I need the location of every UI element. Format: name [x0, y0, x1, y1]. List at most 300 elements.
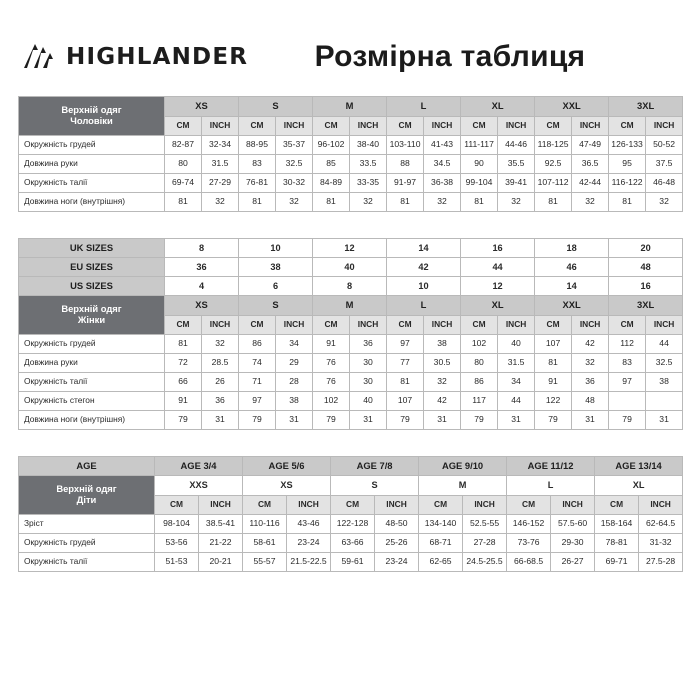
kids-age-3: AGE 9/10: [419, 457, 507, 476]
men-unit-inch-6: INCH: [572, 116, 609, 136]
kids-cell-1-2: 58-61: [243, 534, 287, 553]
women-unit-inch-3: INCH: [350, 315, 387, 335]
men-unit-cm-2: CM: [239, 116, 276, 136]
women-unit-cm-1: CM: [165, 315, 202, 335]
table-row: [19, 411, 683, 430]
kids-age-4: AGE 11/12: [507, 457, 595, 476]
kids-unit-inch-1: INCH: [199, 495, 243, 515]
women-row-label-3: Окружність стегон: [19, 392, 165, 411]
women-unit-inch-5: INCH: [498, 315, 535, 335]
uk-size-1: 10: [239, 239, 313, 258]
kids-cell-0-6: 134-140: [419, 515, 463, 534]
men-row-label-2: Окружність талії: [19, 174, 165, 193]
kids-cell-1-5: 25-26: [375, 534, 419, 553]
kids-size-xl: XL: [595, 476, 683, 496]
women-unit-inch-4: INCH: [424, 315, 461, 335]
men-unit-cm-3: CM: [313, 116, 350, 136]
men-cell-1-5: 33.5: [350, 155, 387, 174]
brand-logo: [18, 37, 278, 77]
kids-cell-2-0: 51-53: [155, 553, 199, 572]
kids-cell-2-10: 69-71: [595, 553, 639, 572]
kids-age-0: AGE 3/4: [155, 457, 243, 476]
women-unit-cm-6: CM: [535, 315, 572, 335]
women-cell-1-12: 83: [609, 354, 646, 373]
men-unit-cm-7: CM: [609, 116, 646, 136]
kids-size-s: S: [331, 476, 419, 496]
women-unit-cm-5: CM: [461, 315, 498, 335]
men-size-xl: XL: [461, 97, 535, 117]
women-cell-0-6: 97: [387, 335, 424, 354]
men-cell-2-9: 39-41: [498, 174, 535, 193]
men-cell-3-9: 32: [498, 193, 535, 212]
women-row-label-1: Довжина руки: [19, 354, 165, 373]
women-row-label-4: Довжина ноги (внутрішня): [19, 411, 165, 430]
women-unit-cm-7: CM: [609, 315, 646, 335]
table-row: [19, 553, 683, 572]
kids-cell-1-9: 29-30: [551, 534, 595, 553]
women-cell-4-7: 31: [424, 411, 461, 430]
kids-age-1: AGE 5/6: [243, 457, 331, 476]
women-cell-2-2: 71: [239, 373, 276, 392]
uk-sizes-label: UK SIZES: [19, 239, 165, 258]
men-unit-cm-6: CM: [535, 116, 572, 136]
men-cell-3-5: 32: [350, 193, 387, 212]
women-size-xl: XL: [461, 296, 535, 316]
women-cell-0-0: 81: [165, 335, 202, 354]
women-size-m: M: [313, 296, 387, 316]
men-cell-2-10: 107-112: [535, 174, 572, 193]
kids-cell-0-2: 110-116: [243, 515, 287, 534]
women-cell-4-4: 79: [313, 411, 350, 430]
table-row: [19, 174, 683, 193]
men-cell-2-12: 116-122: [609, 174, 646, 193]
men-unit-inch-7: INCH: [646, 116, 683, 136]
women-cell-4-10: 79: [535, 411, 572, 430]
eu-size-4: 44: [461, 258, 535, 277]
women-cell-2-0: 66: [165, 373, 202, 392]
kids-unit-cm-6: CM: [595, 495, 639, 515]
men-cell-2-6: 91-97: [387, 174, 424, 193]
table-row: [19, 515, 683, 534]
men-row-label-3: Довжина ноги (внутрішня): [19, 193, 165, 212]
men-title-line2: Чоловіки: [70, 115, 113, 126]
kids-title-line2: Діти: [76, 494, 97, 505]
uk-size-0: 8: [165, 239, 239, 258]
kids-size-xxs: XXS: [155, 476, 243, 496]
women-title-line2: Жінки: [77, 314, 106, 325]
men-cell-3-2: 81: [239, 193, 276, 212]
kids-size-xs: XS: [243, 476, 331, 496]
us-size-4: 12: [461, 277, 535, 296]
kids-unit-inch-3: INCH: [375, 495, 419, 515]
women-cell-2-5: 30: [350, 373, 387, 392]
kids-unit-cm-2: CM: [243, 495, 287, 515]
men-cell-2-2: 76-81: [239, 174, 276, 193]
kids-cell-1-1: 21-22: [199, 534, 243, 553]
kids-cell-0-11: 62-64.5: [639, 515, 683, 534]
kids-cell-1-10: 78-81: [595, 534, 639, 553]
men-cell-1-2: 83: [239, 155, 276, 174]
us-size-5: 14: [535, 277, 609, 296]
kids-cell-1-8: 73-76: [507, 534, 551, 553]
men-cell-3-11: 32: [572, 193, 609, 212]
kids-cell-2-4: 59-61: [331, 553, 375, 572]
men-size-3xl: 3XL: [609, 97, 683, 117]
men-cell-1-6: 88: [387, 155, 424, 174]
kids-cell-2-6: 62-65: [419, 553, 463, 572]
men-cell-1-0: 80: [165, 155, 202, 174]
kids-title-line1: Верхній одяг: [56, 483, 117, 495]
kids-cell-0-4: 122-128: [331, 515, 375, 534]
women-unit-inch-6: INCH: [572, 315, 609, 335]
men-cell-2-5: 33-35: [350, 174, 387, 193]
women-cell-4-2: 79: [239, 411, 276, 430]
women-cell-4-1: 31: [202, 411, 239, 430]
women-cell-1-11: 32: [572, 354, 609, 373]
women-cell-0-4: 91: [313, 335, 350, 354]
table-row: [19, 354, 683, 373]
us-size-6: 16: [609, 277, 683, 296]
women-cell-3-6: 107: [387, 392, 424, 411]
women-cell-2-11: 36: [572, 373, 609, 392]
women-cell-1-4: 76: [313, 354, 350, 373]
men-cell-1-1: 31.5: [202, 155, 239, 174]
men-cell-3-13: 32: [646, 193, 683, 212]
women-unit-cm-2: CM: [239, 315, 276, 335]
uk-size-3: 14: [387, 239, 461, 258]
men-cell-0-12: 126-133: [609, 136, 646, 155]
men-cell-0-3: 35-37: [276, 136, 313, 155]
women-cell-1-10: 81: [535, 354, 572, 373]
women-row-label-0: Окружність грудей: [19, 335, 165, 354]
eu-size-1: 38: [239, 258, 313, 277]
men-unit-cm-4: CM: [387, 116, 424, 136]
women-cell-1-6: 77: [387, 354, 424, 373]
women-cell-3-10: 122: [535, 392, 572, 411]
table-row: [19, 296, 683, 316]
uk-size-4: 16: [461, 239, 535, 258]
men-cell-3-12: 81: [609, 193, 646, 212]
women-cell-2-4: 76: [313, 373, 350, 392]
table-row: [19, 136, 683, 155]
women-cell-2-6: 81: [387, 373, 424, 392]
women-cell-1-1: 28.5: [202, 354, 239, 373]
women-cell-3-8: 117: [461, 392, 498, 411]
women-cell-1-13: 32.5: [646, 354, 683, 373]
men-unit-inch-3: INCH: [350, 116, 387, 136]
kids-row-label-1: Окружність грудей: [19, 534, 155, 553]
us-size-1: 6: [239, 277, 313, 296]
table-row: [19, 239, 683, 258]
kids-cell-2-1: 20-21: [199, 553, 243, 572]
men-cell-2-11: 42-44: [572, 174, 609, 193]
men-cell-2-4: 84-89: [313, 174, 350, 193]
men-cell-2-7: 36-38: [424, 174, 461, 193]
women-cell-1-7: 30.5: [424, 354, 461, 373]
women-unit-inch-2: INCH: [276, 315, 313, 335]
women-cell-4-5: 31: [350, 411, 387, 430]
table-kids: [18, 456, 683, 572]
women-cell-4-9: 31: [498, 411, 535, 430]
men-cell-3-10: 81: [535, 193, 572, 212]
women-cell-3-3: 38: [276, 392, 313, 411]
women-size-3xl: 3XL: [609, 296, 683, 316]
men-cell-3-0: 81: [165, 193, 202, 212]
men-cell-0-4: 96-102: [313, 136, 350, 155]
women-cell-3-1: 36: [202, 392, 239, 411]
women-cell-4-8: 79: [461, 411, 498, 430]
men-size-xxl: XXL: [535, 97, 609, 117]
men-cell-1-13: 37.5: [646, 155, 683, 174]
men-cell-2-0: 69-74: [165, 174, 202, 193]
eu-size-6: 48: [609, 258, 683, 277]
eu-sizes-label: EU SIZES: [19, 258, 165, 277]
kids-cell-1-7: 27-28: [463, 534, 507, 553]
uk-size-6: 20: [609, 239, 683, 258]
women-cell-3-4: 102: [313, 392, 350, 411]
spacer-1: [18, 212, 682, 238]
uk-size-2: 12: [313, 239, 387, 258]
kids-cell-1-6: 68-71: [419, 534, 463, 553]
women-cell-0-2: 86: [239, 335, 276, 354]
kids-cell-0-10: 158-164: [595, 515, 639, 534]
kids-cell-2-5: 23-24: [375, 553, 419, 572]
kids-cell-0-5: 48-50: [375, 515, 419, 534]
men-size-m: M: [313, 97, 387, 117]
men-cell-0-13: 50-52: [646, 136, 683, 155]
kids-cell-0-9: 57.5-60: [551, 515, 595, 534]
us-size-2: 8: [313, 277, 387, 296]
kids-cell-2-8: 66-68.5: [507, 553, 551, 572]
women-cell-0-7: 38: [424, 335, 461, 354]
kids-cell-0-3: 43-46: [287, 515, 331, 534]
men-cell-3-7: 32: [424, 193, 461, 212]
women-cell-0-9: 40: [498, 335, 535, 354]
table-row: [19, 155, 683, 174]
women-title-line1: Верхній одяг: [61, 303, 122, 315]
women-cell-0-10: 107: [535, 335, 572, 354]
table-row: [19, 193, 683, 212]
kids-unit-cm-1: CM: [155, 495, 199, 515]
men-row-label-1: Довжина руки: [19, 155, 165, 174]
table-row: [19, 476, 683, 496]
women-cell-2-3: 28: [276, 373, 313, 392]
kids-age-label: AGE: [19, 457, 155, 476]
men-cell-1-12: 95: [609, 155, 646, 174]
women-cell-0-1: 32: [202, 335, 239, 354]
highlander-mountain-icon: [18, 37, 58, 77]
women-unit-inch-1: INCH: [202, 315, 239, 335]
page-title: Розмірна таблиця: [314, 40, 586, 73]
men-unit-cm-1: CM: [165, 116, 202, 136]
men-unit-inch-5: INCH: [498, 116, 535, 136]
men-cell-3-6: 81: [387, 193, 424, 212]
table-row: [19, 457, 683, 476]
men-size-l: L: [387, 97, 461, 117]
kids-age-5: AGE 13/14: [595, 457, 683, 476]
eu-size-0: 36: [165, 258, 239, 277]
women-cell-3-0: 91: [165, 392, 202, 411]
kids-cell-0-7: 52.5-55: [463, 515, 507, 534]
women-cell-3-5: 40: [350, 392, 387, 411]
women-cell-2-10: 91: [535, 373, 572, 392]
kids-row-label-0: Зріст: [19, 515, 155, 534]
men-cell-1-8: 90: [461, 155, 498, 174]
men-cell-0-11: 47-49: [572, 136, 609, 155]
women-cell-3-12: [609, 392, 646, 411]
women-cell-1-0: 72: [165, 354, 202, 373]
kids-cell-1-0: 53-56: [155, 534, 199, 553]
men-cell-3-4: 81: [313, 193, 350, 212]
women-cell-1-8: 80: [461, 354, 498, 373]
women-cell-3-11: 48: [572, 392, 609, 411]
kids-table-title: [19, 476, 155, 515]
us-sizes-label: US SIZES: [19, 277, 165, 296]
men-cell-2-1: 27-29: [202, 174, 239, 193]
men-cell-0-2: 88-95: [239, 136, 276, 155]
women-cell-0-8: 102: [461, 335, 498, 354]
men-cell-2-3: 30-32: [276, 174, 313, 193]
uk-size-5: 18: [535, 239, 609, 258]
men-cell-0-0: 82-87: [165, 136, 202, 155]
kids-cell-0-0: 98-104: [155, 515, 199, 534]
kids-cell-1-4: 63-66: [331, 534, 375, 553]
women-cell-2-7: 32: [424, 373, 461, 392]
men-size-s: S: [239, 97, 313, 117]
eu-size-5: 46: [535, 258, 609, 277]
men-size-xs: XS: [165, 97, 239, 117]
men-cell-0-1: 32-34: [202, 136, 239, 155]
table-men: [18, 96, 683, 212]
women-cell-2-12: 97: [609, 373, 646, 392]
men-cell-0-6: 103-110: [387, 136, 424, 155]
women-unit-cm-4: CM: [387, 315, 424, 335]
table-row: [19, 335, 683, 354]
men-cell-0-5: 38-40: [350, 136, 387, 155]
kids-unit-inch-4: INCH: [463, 495, 507, 515]
kids-unit-cm-5: CM: [507, 495, 551, 515]
men-cell-1-11: 36.5: [572, 155, 609, 174]
men-cell-3-3: 32: [276, 193, 313, 212]
table-row: [19, 373, 683, 392]
women-size-s: S: [239, 296, 313, 316]
table-row: [19, 97, 683, 117]
men-row-label-0: Окружність грудей: [19, 136, 165, 155]
spacer-2: [18, 430, 682, 456]
women-cell-0-5: 36: [350, 335, 387, 354]
men-unit-cm-5: CM: [461, 116, 498, 136]
kids-unit-cm-4: CM: [419, 495, 463, 515]
women-cell-2-8: 86: [461, 373, 498, 392]
women-cell-2-13: 38: [646, 373, 683, 392]
women-size-xs: XS: [165, 296, 239, 316]
women-cell-3-2: 97: [239, 392, 276, 411]
us-size-0: 4: [165, 277, 239, 296]
women-cell-4-13: 31: [646, 411, 683, 430]
table-row: [19, 277, 683, 296]
men-title-line1: Верхній одяг: [61, 104, 122, 116]
men-cell-1-4: 85: [313, 155, 350, 174]
men-cell-1-3: 32.5: [276, 155, 313, 174]
kids-cell-2-2: 55-57: [243, 553, 287, 572]
women-cell-0-12: 112: [609, 335, 646, 354]
men-unit-inch-4: INCH: [424, 116, 461, 136]
women-unit-cm-3: CM: [313, 315, 350, 335]
women-cell-4-3: 31: [276, 411, 313, 430]
men-cell-2-8: 99-104: [461, 174, 498, 193]
women-cell-4-11: 31: [572, 411, 609, 430]
kids-size-l: L: [507, 476, 595, 496]
eu-size-2: 40: [313, 258, 387, 277]
women-cell-3-13: [646, 392, 683, 411]
eu-size-3: 42: [387, 258, 461, 277]
women-size-xxl: XXL: [535, 296, 609, 316]
women-cell-2-9: 34: [498, 373, 535, 392]
kids-row-label-2: Окружність талії: [19, 553, 155, 572]
men-unit-inch-1: INCH: [202, 116, 239, 136]
kids-unit-inch-6: INCH: [639, 495, 683, 515]
men-cell-1-7: 34.5: [424, 155, 461, 174]
kids-unit-inch-2: INCH: [287, 495, 331, 515]
women-cell-3-7: 42: [424, 392, 461, 411]
women-cell-4-6: 79: [387, 411, 424, 430]
kids-cell-2-9: 26-27: [551, 553, 595, 572]
brand-name: HIGHLANDER: [66, 44, 249, 70]
kids-unit-cm-3: CM: [331, 495, 375, 515]
men-cell-0-8: 111-117: [461, 136, 498, 155]
page-header: [18, 0, 682, 96]
table-women: [18, 238, 683, 430]
men-cell-0-7: 41-43: [424, 136, 461, 155]
table-row: [19, 392, 683, 411]
kids-cell-1-11: 31-32: [639, 534, 683, 553]
women-cell-1-2: 74: [239, 354, 276, 373]
women-size-l: L: [387, 296, 461, 316]
women-cell-3-9: 44: [498, 392, 535, 411]
women-cell-1-3: 29: [276, 354, 313, 373]
women-row-label-2: Окружність талії: [19, 373, 165, 392]
us-size-3: 10: [387, 277, 461, 296]
men-cell-3-1: 32: [202, 193, 239, 212]
kids-cell-2-11: 27.5-28: [639, 553, 683, 572]
kids-cell-0-8: 146-152: [507, 515, 551, 534]
men-unit-inch-2: INCH: [276, 116, 313, 136]
women-cell-4-0: 79: [165, 411, 202, 430]
men-cell-3-8: 81: [461, 193, 498, 212]
kids-cell-0-1: 38.5-41: [199, 515, 243, 534]
women-cell-2-1: 26: [202, 373, 239, 392]
table-row: [19, 534, 683, 553]
men-table-title: [19, 97, 165, 136]
men-cell-0-10: 118-125: [535, 136, 572, 155]
women-cell-0-13: 44: [646, 335, 683, 354]
men-cell-1-10: 92.5: [535, 155, 572, 174]
women-cell-1-5: 30: [350, 354, 387, 373]
men-cell-0-9: 44-46: [498, 136, 535, 155]
kids-unit-inch-5: INCH: [551, 495, 595, 515]
women-table-title: [19, 296, 165, 335]
women-cell-1-9: 31.5: [498, 354, 535, 373]
men-cell-1-9: 35.5: [498, 155, 535, 174]
kids-size-m: M: [419, 476, 507, 496]
kids-age-2: AGE 7/8: [331, 457, 419, 476]
women-cell-0-11: 42: [572, 335, 609, 354]
men-cell-2-13: 46-48: [646, 174, 683, 193]
women-cell-0-3: 34: [276, 335, 313, 354]
kids-cell-2-7: 24.5-25.5: [463, 553, 507, 572]
kids-cell-1-3: 23-24: [287, 534, 331, 553]
table-row: [19, 258, 683, 277]
